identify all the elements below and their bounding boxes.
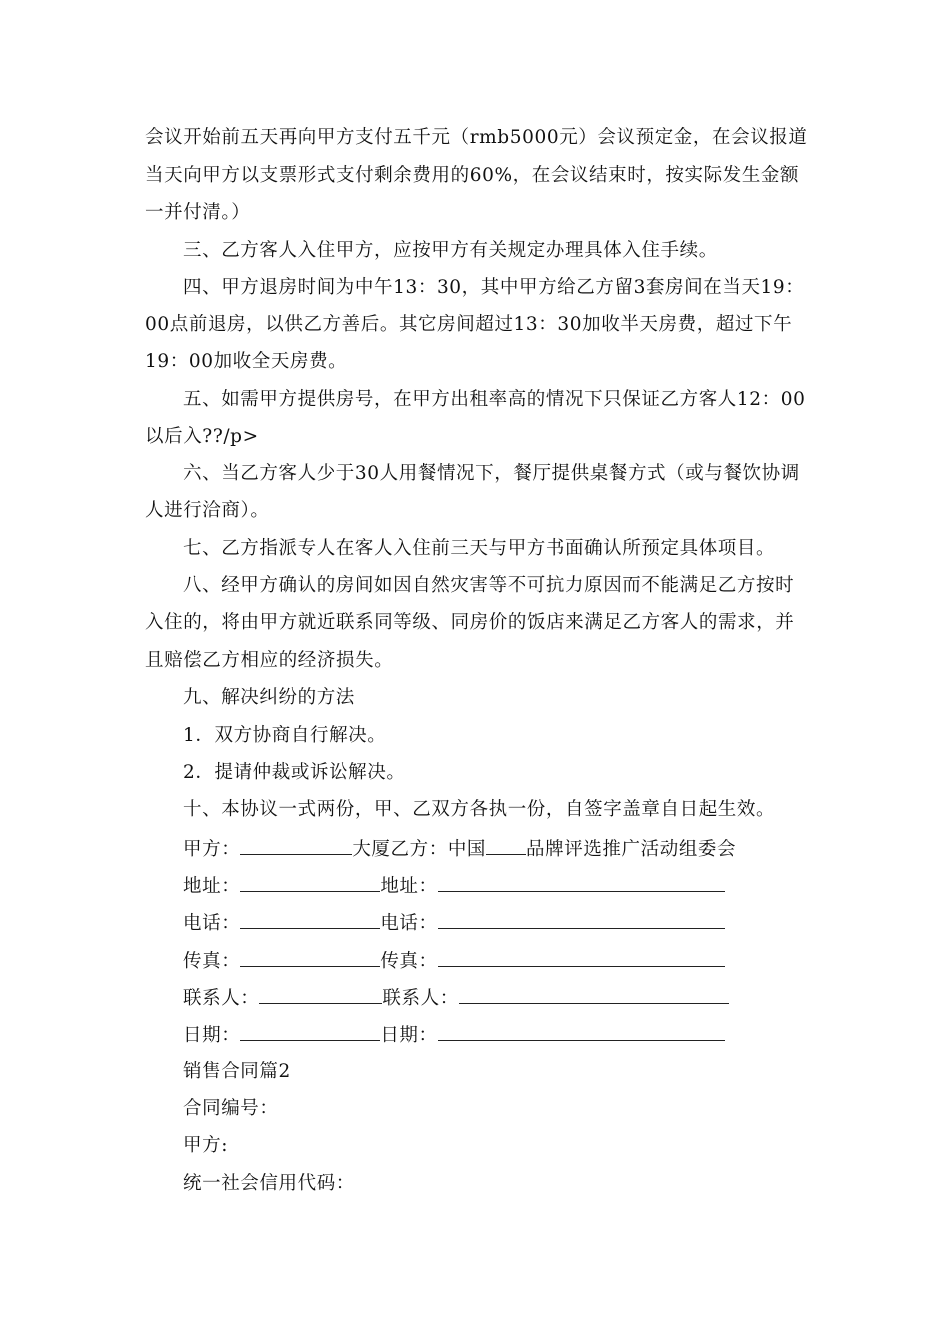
contact-label-b: 联系人： bbox=[382, 988, 459, 1009]
paragraph-line: 会议开始前五天再向甲方支付五千元（rmb5000元）会议预定金，在会议报道 bbox=[145, 127, 808, 148]
party-a-label-2: 甲方: bbox=[183, 1135, 229, 1156]
fax-row bbox=[183, 948, 725, 974]
phone-label-a: 电话： bbox=[183, 913, 241, 934]
dispute-option-2: 2．提请仲裁或诉讼解决。 bbox=[183, 762, 406, 783]
fax-label-a: 传真： bbox=[183, 951, 241, 972]
phone-label-b: 电话： bbox=[380, 913, 438, 934]
address-blank-a[interactable] bbox=[240, 873, 380, 892]
paragraph-line: 00点前退房，以供乙方善后。其它房间超过13：30加收半天房费，超过下午 bbox=[145, 314, 793, 335]
contact-label-a: 联系人： bbox=[183, 988, 260, 1009]
date-row bbox=[183, 1022, 725, 1048]
fax-blank-a[interactable] bbox=[240, 948, 380, 967]
paragraph-line: 一并付清。） bbox=[145, 202, 251, 223]
contact-row bbox=[183, 985, 729, 1011]
date-blank-a[interactable] bbox=[240, 1022, 380, 1041]
party-a-label: 甲方： bbox=[183, 839, 241, 860]
clause-7: 七、乙方指派专人在客人入住前三天与甲方书面确认所预定具体项目。 bbox=[183, 538, 776, 559]
address-label-a: 地址： bbox=[183, 876, 241, 897]
address-row bbox=[183, 873, 725, 899]
fax-blank-b[interactable] bbox=[438, 948, 725, 967]
contract-number-label: 合同编号： bbox=[183, 1098, 279, 1119]
party-line bbox=[183, 836, 736, 862]
paragraph-line: 当天向甲方以支票形式支付剩余费用的60%，在会议结束时，按实际发生金额 bbox=[145, 165, 800, 186]
party-b-suffix: 品牌评选推广活动组委会 bbox=[526, 839, 737, 860]
paragraph-line: 以后入??/p> bbox=[145, 426, 259, 447]
paragraph-line: 人进行洽商）。 bbox=[145, 500, 270, 521]
clause-3: 三、乙方客人入住甲方，应按甲方有关规定办理具体入住手续。 bbox=[183, 240, 718, 261]
address-blank-b[interactable] bbox=[438, 873, 725, 892]
phone-blank-a[interactable] bbox=[240, 910, 380, 929]
paragraph-line: 19：00加收全天房费。 bbox=[145, 351, 348, 372]
clause-4: 四、甲方退房时间为中午13：30，其中甲方给乙方留3套房间在当天19： bbox=[183, 277, 805, 298]
section2-title: 销售合同篇2 bbox=[183, 1061, 291, 1082]
party-a-blank[interactable] bbox=[240, 836, 352, 855]
credit-code-label: 统一社会信用代码： bbox=[183, 1173, 355, 1194]
address-label-b: 地址： bbox=[380, 876, 438, 897]
clause-8: 八、经甲方确认的房间如因自然灾害等不可抗力原因而不能满足乙方按时 bbox=[183, 575, 795, 596]
phone-row bbox=[183, 910, 725, 936]
date-blank-b[interactable] bbox=[438, 1022, 725, 1041]
contact-blank-a[interactable] bbox=[259, 985, 382, 1004]
date-label-a: 日期： bbox=[183, 1025, 241, 1046]
dispute-option-1: 1．双方协商自行解决。 bbox=[183, 725, 387, 746]
date-label-b: 日期： bbox=[380, 1025, 438, 1046]
paragraph-line: 入住的，将由甲方就近联系同等级、同房价的饭店来满足乙方客人的需求，并 bbox=[145, 612, 795, 633]
phone-blank-b[interactable] bbox=[438, 910, 725, 929]
clause-6: 六、当乙方客人少于30人用餐情况下，餐厅提供桌餐方式（或与餐饮协调 bbox=[183, 463, 800, 484]
paragraph-line: 且赔偿乙方相应的经济损失。 bbox=[145, 650, 394, 671]
party-b-blank[interactable] bbox=[486, 836, 526, 855]
clause-10: 十、本协议一式两份，甲、乙双方各执一份，自签字盖章自日起生效。 bbox=[183, 799, 776, 820]
fax-label-b: 传真： bbox=[380, 951, 438, 972]
contact-blank-b[interactable] bbox=[459, 985, 729, 1004]
party-a-suffix: 大厦乙方：中国 bbox=[352, 839, 487, 860]
clause-5: 五、如需甲方提供房号，在甲方出租率高的情况下只保证乙方客人12：00 bbox=[183, 389, 806, 410]
clause-9: 九、解决纠纷的方法 bbox=[183, 687, 355, 708]
